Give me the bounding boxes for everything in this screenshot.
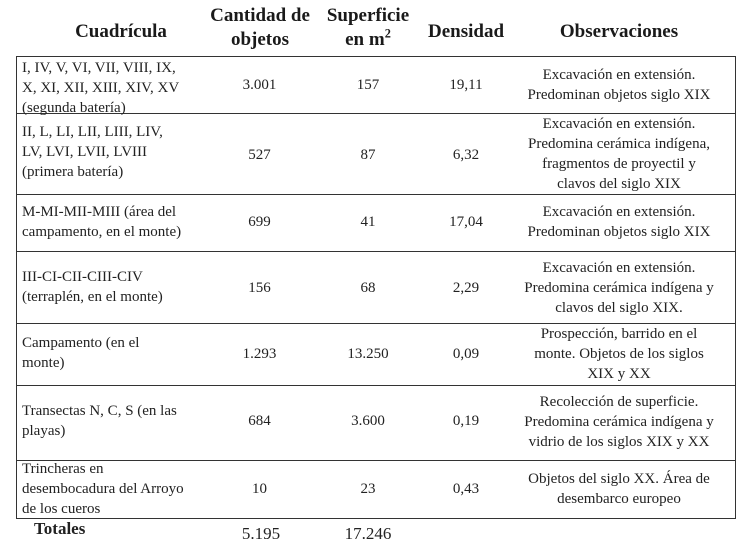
row-7-cuadricula — [22, 459, 222, 519]
rule-row-5 — [16, 385, 736, 386]
row-7-cuadricula-line: desembocadura del Arroyo — [22, 481, 184, 497]
row-1-superficie: 157 — [356, 77, 380, 93]
rule-left — [16, 57, 17, 519]
row-1-cuadricula-line: X, XI, XII, XIII, XIV, XV — [22, 80, 180, 96]
row-7-cantidad: 10 — [252, 481, 267, 497]
row-7-observaciones — [510, 469, 728, 509]
row-5-cantidad: 1.293 — [242, 346, 277, 362]
row-4-observaciones-line: clavos del siglo XIX. — [555, 300, 683, 316]
rule-header-bottom — [16, 56, 736, 57]
row-3-densidad: 17,04 — [449, 214, 483, 230]
row-4-cuadricula — [22, 267, 222, 307]
row-3-observaciones — [510, 202, 728, 242]
header-cantidad-line1: Cantidad de — [210, 5, 310, 26]
row-1-observaciones-line: Predominan objetos siglo XIX — [527, 87, 711, 103]
row-4-cantidad: 156 — [248, 280, 271, 296]
row-4-observaciones-line: Predomina cerámica indígena y — [524, 280, 714, 296]
row-6-observaciones-line: Recolección de superficie. — [539, 394, 699, 410]
row-7-observaciones-line: Objetos del siglo XX. Área de — [528, 471, 710, 487]
row-4-densidad: 2,29 — [452, 280, 480, 296]
row-4-cuadricula-line: (terraplén, en el monte) — [22, 289, 163, 305]
totals-cantidad: 5.195 — [241, 524, 281, 543]
row-4-observaciones — [510, 258, 728, 318]
row-6-cantidad: 684 — [248, 413, 271, 429]
row-6-densidad: 0,19 — [452, 413, 480, 429]
row-6-observaciones-line: Predomina cerámica indígena y — [524, 414, 714, 430]
row-1-cuadricula-line: I, IV, V, VI, VII, VIII, IX, — [22, 60, 176, 76]
row-2-superficie: 87 — [360, 147, 376, 163]
row-2-observaciones-line: fragmentos de proyectil y — [542, 156, 696, 172]
row-1-observaciones-line: Excavación en extensión. — [542, 67, 696, 83]
row-1-observaciones — [510, 65, 728, 105]
row-2-cuadricula-line: LV, LVI, LVII, LVIII — [22, 144, 148, 160]
row-3-observaciones-line: Predominan objetos siglo XIX — [527, 224, 711, 240]
row-7-observaciones-line: desembarco europeo — [557, 491, 681, 507]
row-5-cuadricula-line: Campamento (en el — [22, 335, 140, 351]
rule-row-2 — [16, 194, 736, 195]
row-5-cuadricula — [22, 333, 222, 373]
header-cantidad-line2: objetos — [230, 29, 290, 50]
row-2-cuadricula — [22, 122, 222, 182]
header-superficie-line2 — [318, 28, 418, 52]
row-3-superficie: 41 — [360, 214, 376, 230]
row-3-cuadricula — [22, 202, 222, 242]
row-3-cuadricula-line: campamento, en el monte) — [22, 224, 182, 240]
row-2-cantidad: 527 — [248, 147, 271, 163]
row-6-cuadricula-line: playas) — [22, 423, 66, 439]
rule-row-3 — [16, 251, 736, 252]
header-superficie — [318, 4, 418, 52]
header-superficie-line1: Superficie — [326, 5, 410, 26]
row-1-cuadricula — [22, 58, 222, 118]
header-cuadricula: Cuadrícula — [75, 21, 167, 42]
row-5-observaciones — [510, 324, 728, 384]
row-6-observaciones — [510, 392, 728, 452]
row-2-observaciones — [510, 114, 728, 194]
row-2-observaciones-line: Predomina cerámica indígena, — [527, 136, 710, 152]
header-superficie-unit: en m — [345, 29, 385, 50]
row-1-cuadricula-line: (segunda batería) — [22, 100, 126, 116]
row-7-cuadricula-line: de los cueros — [22, 501, 101, 517]
row-2-observaciones-line: clavos del siglo XIX — [557, 176, 681, 192]
header-cantidad — [200, 4, 320, 52]
row-3-cuadricula-line: M-MI-MII-MIII (área del — [22, 204, 177, 220]
header-densidad: Densidad — [427, 21, 505, 42]
row-7-superficie: 23 — [360, 481, 376, 497]
row-4-observaciones-line: Excavación en extensión. — [542, 260, 696, 276]
row-2-observaciones-line: Excavación en extensión. — [542, 116, 696, 132]
row-6-observaciones-line: vidrio de los siglos XIX y XX — [528, 434, 710, 450]
row-3-cantidad: 699 — [248, 214, 271, 230]
row-2-densidad: 6,32 — [452, 147, 480, 163]
row-5-densidad: 0,09 — [452, 346, 480, 362]
row-5-superficie: 13.250 — [347, 346, 389, 362]
row-7-cuadricula-line: Trincheras en — [22, 461, 104, 477]
row-7-densidad: 0,43 — [452, 481, 480, 497]
row-5-observaciones-line: XIX y XX — [587, 366, 651, 382]
row-4-cuadricula-line: III-CI-CII-CIII-CIV — [22, 269, 143, 285]
row-3-observaciones-line: Excavación en extensión. — [542, 204, 696, 220]
row-1-densidad: 19,11 — [449, 77, 483, 93]
row-5-cuadricula-line: monte) — [22, 355, 65, 371]
header-superficie-exponent: 2 — [384, 26, 391, 41]
totals-label: Totales — [34, 519, 86, 538]
row-6-cuadricula — [22, 401, 222, 441]
row-2-cuadricula-line: (primera batería) — [22, 164, 124, 180]
row-4-superficie: 68 — [360, 280, 376, 296]
totals-superficie: 17.246 — [344, 524, 392, 543]
header-observaciones: Observaciones — [559, 21, 679, 42]
row-6-cuadricula-line: Transectas N, C, S (en las — [22, 403, 177, 419]
row-5-observaciones-line: monte. Objetos de los siglos — [534, 346, 704, 362]
rule-right — [735, 57, 736, 519]
row-6-superficie: 3.600 — [351, 413, 385, 429]
row-1-cantidad: 3.001 — [242, 77, 277, 93]
row-5-observaciones-line: Prospección, barrido en el — [540, 326, 698, 342]
row-2-cuadricula-line: II, L, LI, LII, LIII, LIV, — [22, 124, 163, 140]
